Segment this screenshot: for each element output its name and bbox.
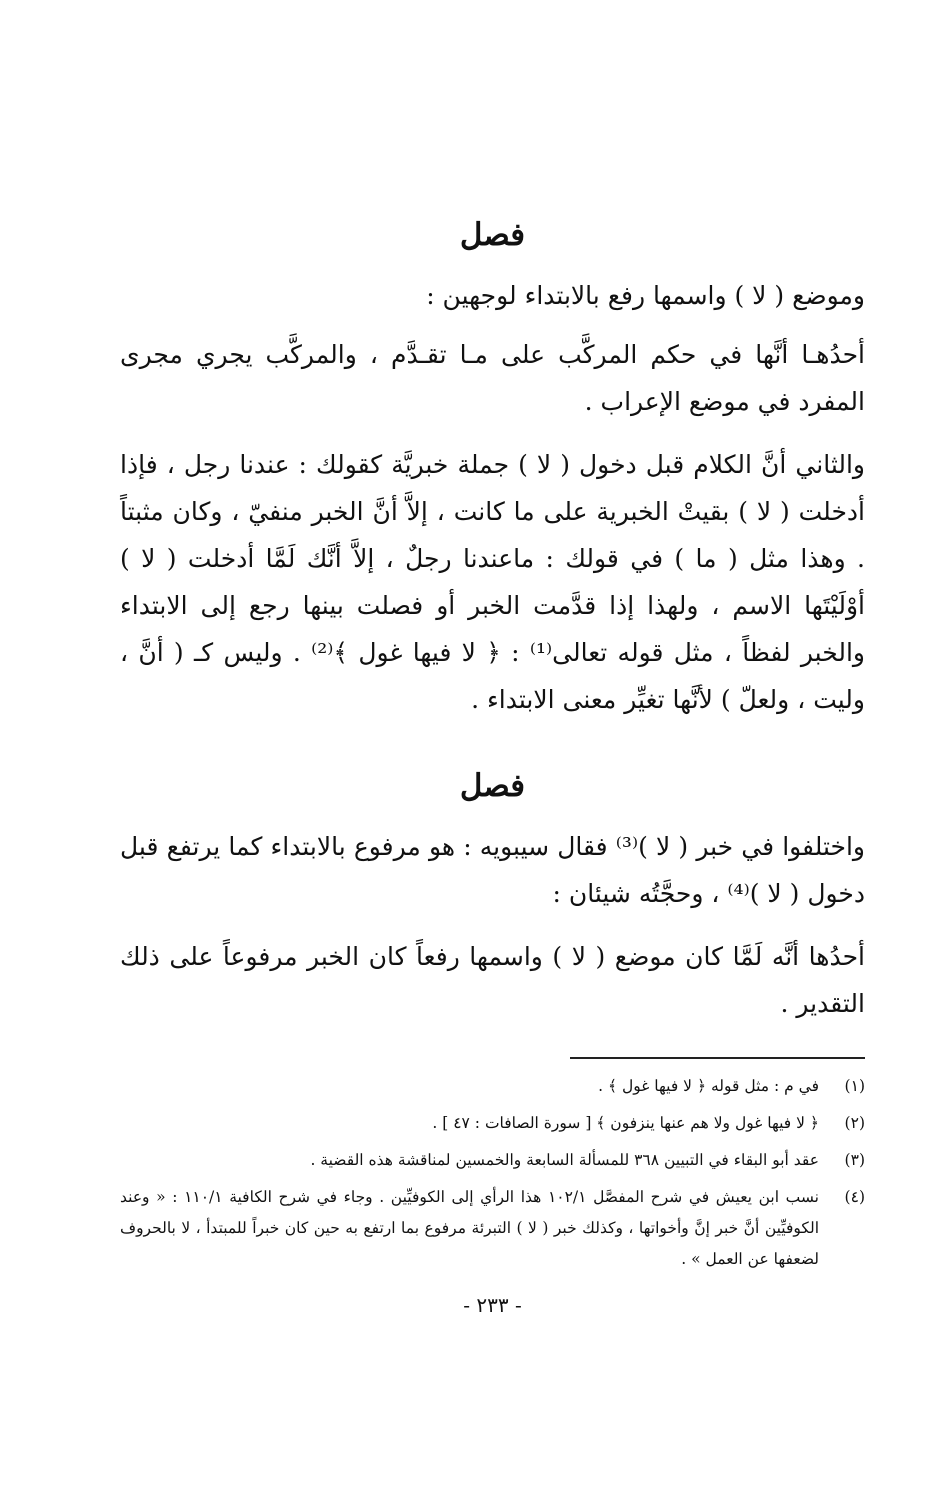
footnotes bbox=[120, 1071, 865, 1275]
section-heading: فصل bbox=[459, 217, 526, 253]
paragraph: والثاني أنَّ الكلام قبل دخول ( لا ) جملة خبريَّة كقولك : عندنا رجل ، فإذا أدخلت ( لا ) بقيتْ الخبرية على ما كانت ، إلاَّ أنَّ الخبر منفيّ ، وكان مثبتاً . وهذا مثل ( ما ) في قولك : ماعندنا رجلٌ ، إلاَّ أنَّك لَمَّا أدخلت ( لا ) أوْلَيْتَها الاسم ، ولهذا إذا قدَّمت الخبر أو فصلت بينها رجع إلى الابتداء والخبر لفظاً ، مثل قوله تعالى⁽¹⁾ : ﴿ لا فيها غول ﴾⁽²⁾ . وليس كـ ( أنَّ ، وليت ، ولعلّ ) لأنَّها تغيِّر معنى الابتداء . bbox=[120, 450, 865, 714]
paragraph: أحدُها أنَّه لَمَّا كان موضع ( لا ) واسمها رفعاً كان الخبر مرفوعاً على ذلك التقدير . bbox=[120, 942, 865, 1018]
footnote-number: (١) bbox=[844, 1077, 865, 1095]
footnote-text: عقد أبو البقاء في التبيين ٣٦٨ للمسألة السابعة والخمسين لمناقشة هذه القضية . bbox=[310, 1151, 819, 1169]
footnote-text: نسب ابن يعيش في شرح المفصَّل ١٠٢/١ هذا الرأي إلى الكوفيِّين . وجاء في شرح الكافية ١١٠/١ : « وعند الكوفيِّين أنَّ خبر إنَّ وأخواتها ، وكذلك خبر ( لا ) التبرئة مرفوع بما ارتفع به حين كان خبراً للمبتدأ ، لا بالحروف لضعفها عن العمل » . bbox=[120, 1188, 819, 1268]
page-body bbox=[120, 210, 865, 1317]
section-1 bbox=[120, 210, 865, 723]
section-heading: فصل bbox=[459, 768, 526, 804]
footnote-number: (٣) bbox=[844, 1151, 865, 1169]
section-2 bbox=[120, 761, 865, 1027]
footnote bbox=[120, 1145, 865, 1176]
footnote-text: ﴿ لا فيها غول ولا هم عنها ينزفون ﴾ [ سورة الصافات : ٤٧ ] . bbox=[432, 1114, 819, 1132]
paragraph: وموضع ( لا ) واسمها رفع بالابتداء لوجهين : bbox=[426, 281, 865, 310]
footnote bbox=[120, 1108, 865, 1139]
footnote-divider bbox=[570, 1057, 865, 1059]
footnote-number: (٤) bbox=[844, 1188, 865, 1206]
footnote-text: في م : مثل قوله ﴿ لا فيها غول ﴾ . bbox=[598, 1077, 819, 1095]
page-number: - ٢٣٣ - bbox=[463, 1293, 522, 1317]
footnote bbox=[120, 1182, 865, 1275]
paragraph: أحدُهـا أنَّها في حكم المركَّب على مـا تقـدَّم ، والمركَّب يجري مجرى المفرد في موضع الإعراب . bbox=[120, 340, 865, 416]
footnote-number: (٢) bbox=[844, 1114, 865, 1132]
footnote bbox=[120, 1071, 865, 1102]
paragraph: واختلفوا في خبر ( لا )⁽³⁾ فقال سيبويه : هو مرفوع بالابتداء كما يرتفع قبل دخول ( لا )⁽⁴⁾ ، وحجَّتُه شيئان : bbox=[120, 832, 865, 908]
